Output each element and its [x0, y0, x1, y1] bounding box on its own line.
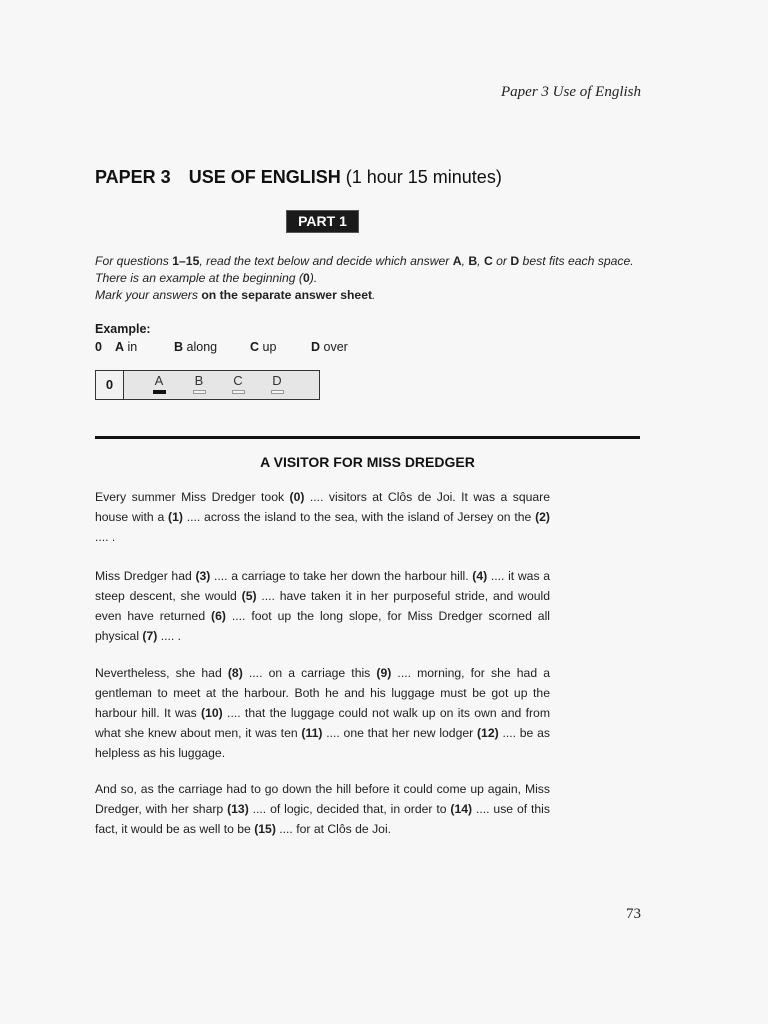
option-word: in [127, 340, 138, 354]
instructions-text: , read the text below and decide which answer [199, 254, 453, 268]
gap-number: (4) [472, 569, 488, 583]
gap-number: (3) [195, 569, 211, 583]
answer-sheet-note: on the separate answer sheet [201, 288, 373, 302]
example-option-c [250, 340, 276, 354]
instructions-text: , [461, 254, 469, 268]
example-label: Example: [95, 322, 151, 336]
answer-mark-empty [193, 390, 206, 394]
text-segment: .... for at Clôs de Joi. [275, 822, 392, 836]
gap-number: (10) [201, 706, 223, 720]
gap-number: (6) [211, 609, 226, 623]
text-segment: .... morning, for she had a gentleman to meet at the harbour. Both he and his luggage must be got up the harbour hill. It was [95, 666, 551, 720]
instructions-text: . [372, 288, 376, 302]
text-segment: .... a carriage to take her down the harbour hill. [210, 569, 473, 583]
instructions [95, 253, 655, 304]
answer-mark-empty [232, 390, 245, 394]
text-segment: .... of logic, decided that, in order to [248, 802, 451, 816]
answer-grid-option-b [191, 373, 207, 394]
text-segment: .... it was a steep descent, she would [95, 569, 550, 603]
gap-number: (9) [376, 666, 392, 680]
example-answer-grid [95, 370, 320, 400]
text-segment: .... use of this fact, it would be as well to be [95, 802, 550, 836]
answer-grid-letter: C [233, 373, 243, 388]
answer-mark-empty [271, 390, 284, 394]
answer-grid-number: 0 [96, 371, 124, 399]
text-segment: .... . [95, 530, 116, 544]
gap-number: (7) [142, 629, 158, 643]
gap-number: (13) [227, 802, 249, 816]
example-number [95, 340, 102, 354]
gap-number: (8) [227, 666, 243, 680]
option-letter: C [483, 254, 493, 268]
text-paragraph-4 [95, 779, 550, 839]
option-letter: A [452, 254, 462, 268]
example-option-a [115, 340, 137, 354]
text-segment: .... visitors at Clôs de Joi. It was a square house with a [95, 490, 550, 524]
instructions-text: , [477, 254, 484, 268]
text-paragraph-2 [95, 566, 550, 646]
paper-name: USE OF ENGLISH [188, 167, 341, 187]
answer-grid-letter: B [194, 373, 204, 388]
instructions-text: best fits each space. There is an example at the beginning ( [95, 254, 634, 285]
gap-number: (12) [476, 726, 499, 740]
option-word: up [262, 340, 277, 354]
answer-grid-option-d [269, 373, 285, 394]
example-option-b [174, 340, 217, 354]
text-segment: Nevertheless, she had [95, 666, 228, 680]
running-head: Paper 3 Use of English [501, 84, 641, 100]
option-letter: D [510, 254, 520, 268]
answer-mark-filled [153, 390, 166, 394]
text-segment: .... on a carriage this [242, 666, 377, 680]
option-letter: B [468, 254, 478, 268]
paper-duration: (1 hour 15 minutes) [345, 167, 502, 187]
gap-number: (0) [289, 490, 305, 504]
text-segment: .... . [157, 629, 182, 643]
text-segment: Miss Dredger had [95, 569, 196, 583]
instructions-text: or [492, 254, 511, 268]
gap-number: (2) [535, 510, 550, 524]
gap-number: (14) [450, 802, 473, 816]
text-paragraph-3 [95, 663, 550, 763]
question-range: 1–15 [172, 254, 200, 268]
example-number-ref: 0 [303, 271, 310, 285]
text-paragraph-1 [95, 487, 550, 547]
option-letter: A [115, 340, 125, 354]
gap-number: (15) [254, 822, 276, 836]
answer-grid-option-a [151, 373, 167, 394]
instructions-text: ). [309, 271, 318, 285]
section-divider [95, 436, 640, 439]
option-letter: B [174, 340, 184, 354]
paper-title [95, 167, 502, 188]
gap-number: (5) [241, 589, 257, 603]
option-letter: D [311, 340, 321, 354]
example-option-d [311, 340, 348, 354]
text-segment: .... that the luggage could not walk up on its own and from what she knew about men, it was ten [95, 706, 550, 740]
example-number-value: 0 [95, 340, 102, 354]
instructions-text: For questions [95, 254, 173, 268]
text-segment: .... foot up the long slope, for Miss Dredger scorned all physical [95, 609, 550, 643]
gap-number: (1) [168, 510, 183, 524]
text-segment: .... have taken it in her purposeful stride, and would even have returned [95, 589, 550, 623]
page-number: 73 [626, 906, 641, 922]
option-word: along [186, 340, 218, 354]
answer-grid-letter: D [272, 373, 282, 388]
answer-grid-option-c [230, 373, 246, 394]
option-word: over [323, 340, 348, 354]
text-segment: .... be as helpless as his luggage. [95, 726, 550, 760]
instructions-text: Mark your answers [95, 288, 202, 302]
answer-grid-letter: A [154, 373, 164, 388]
gap-number: (11) [301, 726, 323, 740]
part-badge: PART 1 [286, 210, 359, 233]
option-letter: C [250, 340, 260, 354]
paper-number: PAPER 3 [95, 167, 171, 187]
text-segment: .... one that her new lodger [322, 726, 477, 740]
text-segment: Every summer Miss Dredger took [95, 490, 290, 504]
text-title: A VISITOR FOR MISS DREDGER [260, 454, 475, 470]
text-segment: And so, as the carriage had to go down the hill before it could come up again, Miss Dredger, with her sharp [95, 782, 550, 816]
text-segment: .... across the island to the sea, with the island of Jersey on the [182, 510, 536, 524]
